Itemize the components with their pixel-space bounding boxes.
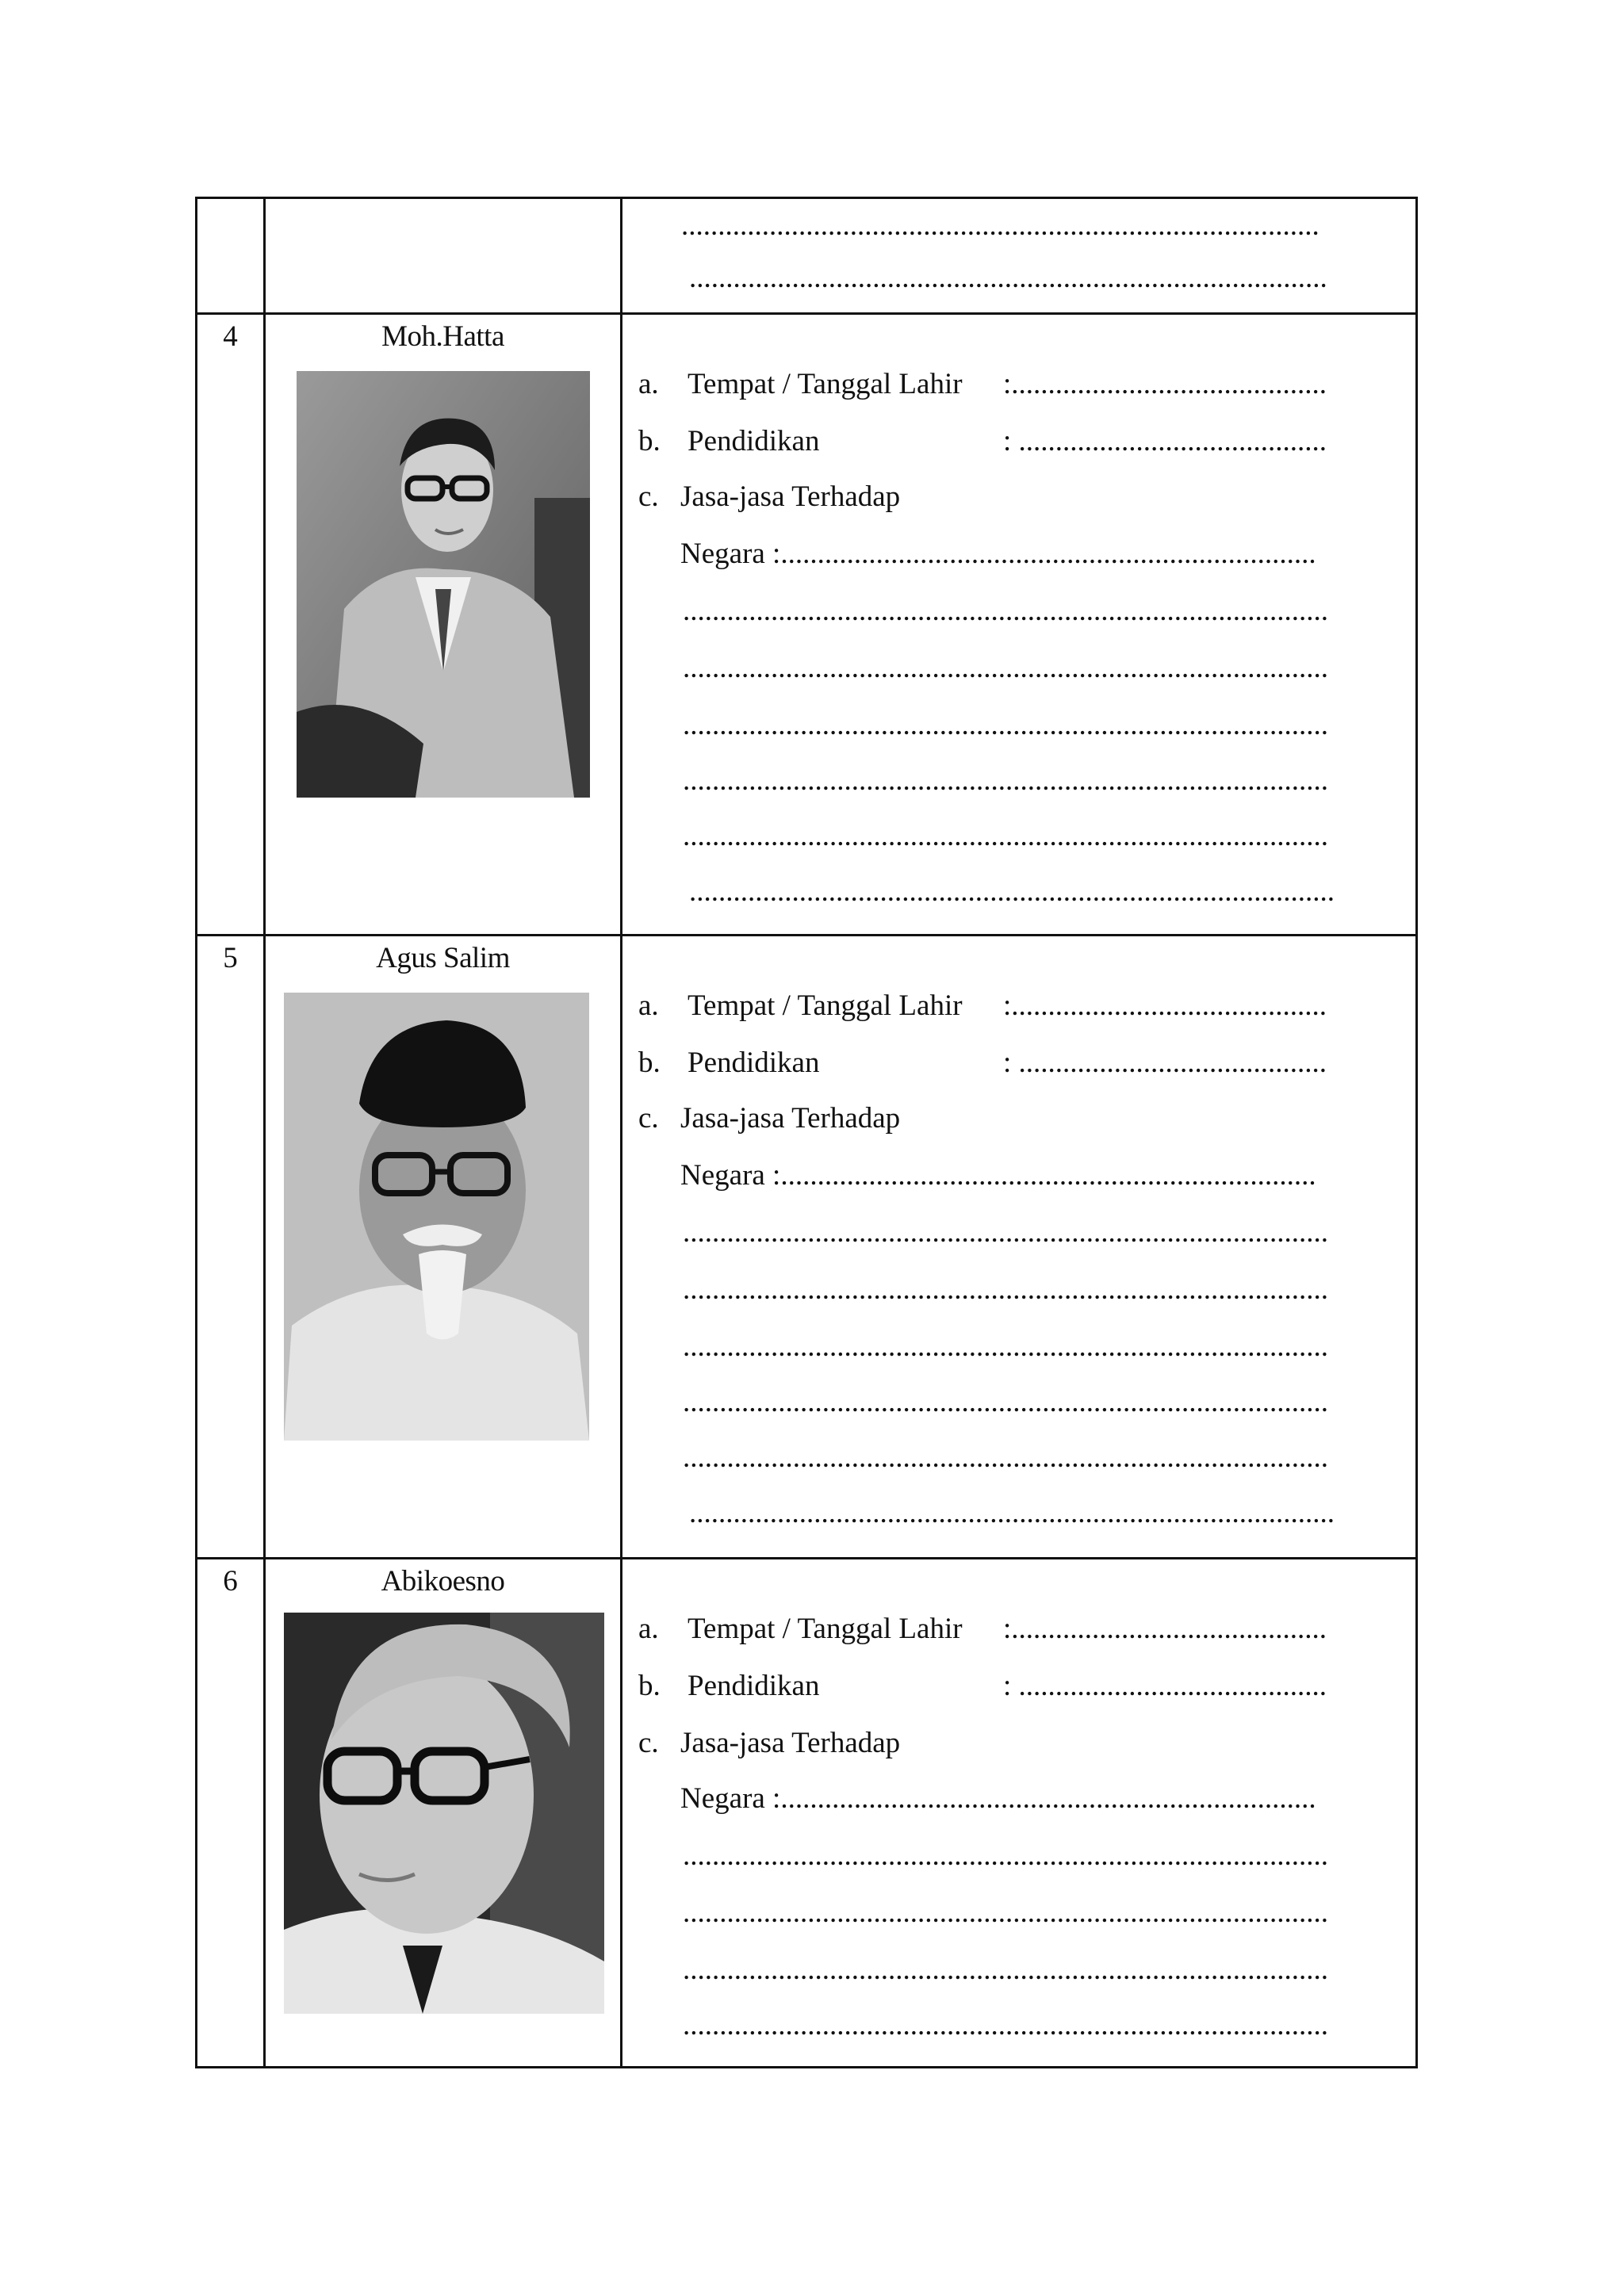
row-number: 6 [197, 1559, 265, 2068]
negara-field[interactable]: Negara :......................................................................... [680, 1159, 1316, 1192]
field-label-jasa: Jasa-jasa Terhadap [680, 480, 901, 513]
pendidikan-field[interactable]: : .......................................... [1003, 425, 1327, 457]
answer-line[interactable]: ........................................................................................ [683, 1896, 1328, 1929]
tempat-lahir-field[interactable]: :........................................... [1003, 368, 1327, 400]
no-cell [197, 198, 265, 314]
row-number: 4 [197, 314, 265, 936]
answer-line[interactable]: ........................................................................................ [683, 764, 1328, 797]
answer-line[interactable]: ........................................................................................ [683, 595, 1328, 627]
portrait-photo-agus-salim [284, 993, 589, 1441]
answer-line[interactable]: ........................................................................................ [683, 1386, 1328, 1418]
item-letter: c. [638, 1727, 659, 1759]
field-label-jasa: Jasa-jasa Terhadap [680, 1727, 901, 1759]
item-letter: a. [638, 368, 659, 400]
table-row-continuation [197, 198, 1417, 314]
field-label-tempat-tanggal-lahir: Tempat / Tanggal Lahir [688, 1613, 963, 1645]
worksheet-table [195, 197, 1418, 2068]
answer-line[interactable]: ........................................................................................ [683, 1330, 1328, 1363]
answer-line[interactable]: ........................................................................................ [683, 820, 1328, 852]
tokoh-name: Abikoesno [381, 1565, 505, 1598]
isian-cell [622, 1559, 1417, 2068]
negara-field[interactable]: Negara :......................................................................... [680, 1782, 1316, 1815]
isian-cell [622, 936, 1417, 1559]
answer-line[interactable]: ........................................................................................ [683, 709, 1328, 741]
field-label-jasa: Jasa-jasa Terhadap [680, 1102, 901, 1135]
table-row-agus-salim [197, 936, 1417, 1559]
field-label-pendidikan: Pendidikan [688, 1670, 820, 1702]
isian-cell [622, 314, 1417, 936]
answer-line[interactable]: ....................................................................................... [681, 209, 1320, 242]
answer-line[interactable]: ........................................................................................ [683, 1216, 1328, 1249]
field-label-pendidikan: Pendidikan [688, 425, 820, 457]
answer-line[interactable]: ........................................................................................ [683, 1441, 1328, 1474]
answer-line[interactable]: ........................................................................................ [683, 1839, 1328, 1872]
portrait-photo-abikoesno [284, 1613, 604, 2014]
item-letter: b. [638, 1670, 661, 1702]
table-row-abikoesno [197, 1559, 1417, 2068]
tokoh-cell [265, 314, 622, 936]
tokoh-name: Moh.Hatta [381, 320, 504, 353]
tokoh-cell [265, 936, 622, 1559]
item-letter: c. [638, 480, 659, 513]
pendidikan-field[interactable]: : .......................................... [1003, 1670, 1327, 1702]
field-label-pendidikan: Pendidikan [688, 1047, 820, 1079]
answer-line[interactable]: ........................................................................................ [689, 1497, 1335, 1529]
answer-line[interactable]: ........................................................................................ [683, 652, 1328, 684]
item-letter: a. [638, 989, 659, 1022]
item-letter: c. [638, 1102, 659, 1135]
answer-line[interactable]: ....................................................................................... [689, 262, 1327, 294]
field-label-tempat-tanggal-lahir: Tempat / Tanggal Lahir [688, 368, 963, 400]
answer-line[interactable]: ........................................................................................ [683, 1954, 1328, 1986]
table-row-hatta [197, 314, 1417, 936]
tokoh-name: Agus Salim [376, 942, 510, 974]
answer-line[interactable]: ........................................................................................ [689, 875, 1335, 908]
tokoh-cell [265, 198, 622, 314]
item-letter: a. [638, 1613, 659, 1645]
field-label-tempat-tanggal-lahir: Tempat / Tanggal Lahir [688, 989, 963, 1022]
isian-cell [622, 198, 1417, 314]
portrait-photo-hatta [297, 371, 590, 798]
tempat-lahir-field[interactable]: :........................................... [1003, 1613, 1327, 1645]
item-letter: b. [638, 1047, 661, 1079]
negara-field[interactable]: Negara :......................................................................... [680, 538, 1316, 570]
answer-line[interactable]: ........................................................................................ [683, 2009, 1328, 2042]
tokoh-cell [265, 1559, 622, 2068]
tempat-lahir-field[interactable]: :........................................... [1003, 989, 1327, 1022]
pendidikan-field[interactable]: : .......................................... [1003, 1047, 1327, 1079]
item-letter: b. [638, 425, 661, 457]
row-number: 5 [197, 936, 265, 1559]
answer-line[interactable]: ........................................................................................ [683, 1273, 1328, 1306]
